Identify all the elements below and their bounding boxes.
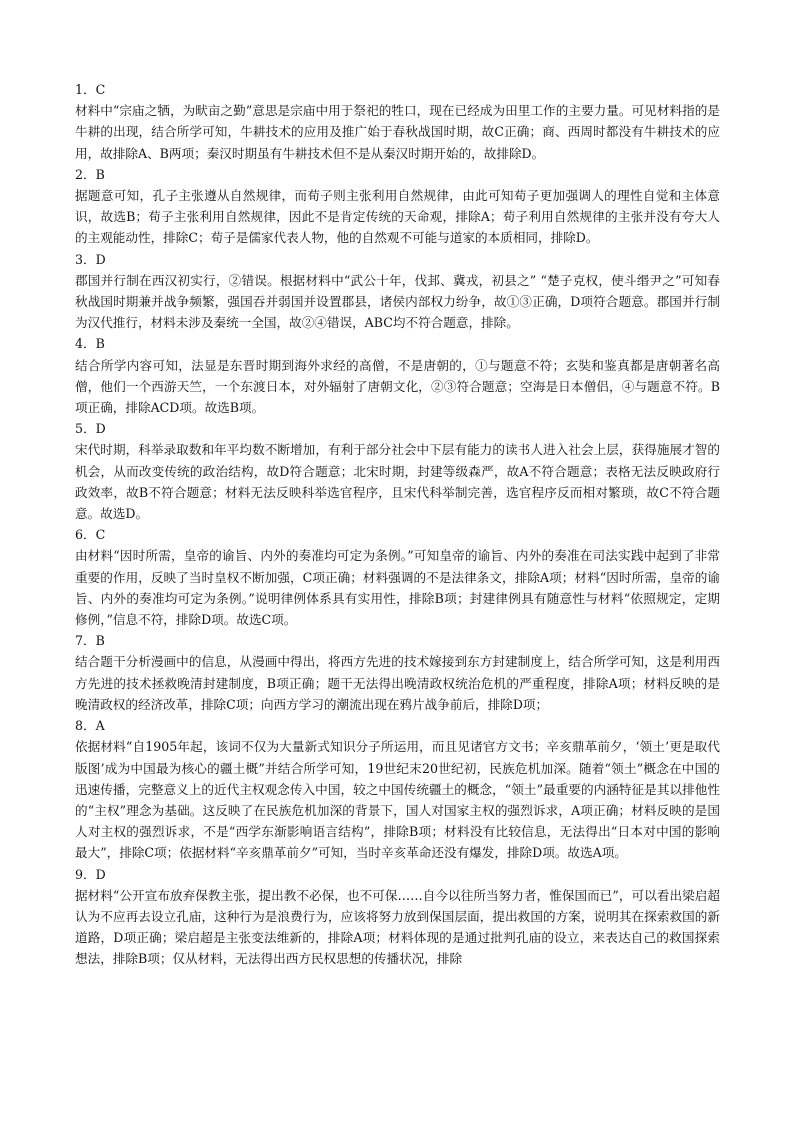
question-number: 3．D <box>75 251 106 267</box>
question-7 <box>75 630 720 715</box>
answer-explanation: 材料中“宗庙之牺，为畎亩之勤”意思是宗庙中用于祭祀的牲口，现在已经成为田里工作的主要力量。可见材料指的是牛耕的出现，结合所学可知，牛耕技术的应用及推广始于春秋战国时期，故C正确；商、西周时都没有牛耕技术的应用，故排除A、B两项；秦汉时期虽有牛耕技术但不是从秦汉时期开始的，故排除D。 <box>75 103 720 161</box>
question-8 <box>75 715 720 863</box>
answer-explanation: 据题意可知，孔子主张遵从自然规律，而荀子则主张利用自然规律，由此可知荀子更加强调人的理性自觉和主体意识，故选B；荀子主张利用自然规律，因此不是肯定传统的天命观，排除A；荀子利用自然规律的主张并没有夸大人的主观能动性，排除C；荀子是儒家代表人物，他的自然观不可能与道家的本质相同，排除D。 <box>75 188 720 246</box>
question-number: 9．D <box>75 866 106 882</box>
answer-explanation: 由材料“因时所需，皇帝的谕旨、内外的奏准均可定为条例。”可知皇帝的谕旨、内外的奏准在司法实践中起到了非常重要的作用，反映了当时皇权不断加强，C项正确；材料强调的不是法律条文，排除A项；材料“因时所需，皇帝的谕旨、内外的奏准均可定为条例。”说明律例体系具有实用性，排除B项；封建律例具有随意性与材料“依照规定，定期修例，”信息不符，排除D项。故选C项。 <box>75 548 720 628</box>
answer-explanation: 据材料“公开宣布放弃保教主张，提出教不必保，也不可保……自今以往所当努力者，惟保国而已”，可以看出梁启超认为不应再去设立孔庙，这种行为是浪费行为，应该将努力放到保国层面，提出救国的方案，说明其在探索救国的新道路，D项正确；梁启超是主张变法维新的，排除A项；材料体现的是通过批判孔庙的设立，来表达自己的救国探索想法，排除B项；仅从材料，无法得出西方民权思想的传播状况，排除 <box>75 887 720 967</box>
answer-explanation: 结合所学内容可知，法显是东晋时期到海外求经的高僧，不是唐朝的，①与题意不符；玄奘和鉴真都是唐朝著名高僧，他们一个西游天竺，一个东渡日本，对外辐射了唐朝文化，②③符合题意；空海是日本僧侣，④与题意不符。B项正确，排除ACD项。故选B项。 <box>75 357 720 416</box>
answer-explanation: 依据材料“自1905年起，该词不仅为大量新式知识分子所运用，而且见诸官方文书；辛亥鼎革前夕，‘领土’更是取代版图’成为中国最为核心的疆土概”并结合所学可知，19世纪末20世纪初，民族危机加深。随着“领土”概念在中国的迅速传播，完整意义上的近代主权观念传入中国，较之中国传统疆土的概念，“领土”最重要的内涵特征是其以排他性的“主权”理念为基础。这反映了在民族危机加深的背景下，国人对国家主权的强烈诉求，A项正确；材料反映的是国人对主权的强烈诉求，不是“西学东渐影响语言结构”，排除B项；材料没有比较信息，无法得出“日本对中国的影响最大”，排除C项；依据材料“辛亥鼎革前夕”可知，当时辛亥革命还没有爆发，排除D项。故选A项。 <box>75 739 720 861</box>
question-6 <box>75 524 720 630</box>
answer-explanation: 郡国并行制在西汉初实行，②错误。根据材料中“武公十年，伐邽、冀戎，初县之” “楚子克权，使斗缗尹之”可知春秋战国时期兼并战争频繁，强国吞并弱国并设置郡县，诸侯内部权力纷争，故①③正确，D项符合题意。郡国并行制为汉代推行，材料未涉及秦统一全国，故②④错误，ABC均不符合题意，排除。 <box>75 272 720 331</box>
answer-explanation: 结合题干分析漫画中的信息，从漫画中得出，将西方先进的技术嫁接到东方封建制度上，结合所学可知，这是利用西方先进的技术拯救晚清封建制度，B项正确；题干无法得出晚清政权统治危机的严重程度，排除A项；材料反映的是晚清政权的经济改革，排除C项；向西方学习的潮流出现在鸦片战争前后，排除D项； <box>75 654 720 712</box>
question-number: 5．D <box>75 421 106 437</box>
question-1 <box>75 79 720 164</box>
question-number: 4．B <box>75 336 105 352</box>
question-9 <box>75 864 720 970</box>
question-number: 6．C <box>75 527 106 543</box>
question-number: 8．A <box>75 718 105 734</box>
question-number: 7．B <box>75 633 105 649</box>
answer-explanation: 宋代时期，科举录取数和年平均数不断增加，有利于部分社会中下层有能力的读书人进入社会上层，获得施展才智的机会，从而改变传统的政治结构，故D符合题意；北宋时期，封建等级森严，故A不符合题意；表格无法反映政府行政效率，故B不符合题意；材料无法反映科举选官程序，且宋代科举制完善，选官程序反而相对繁琐，故C不符合题意。故选D。 <box>75 442 720 522</box>
question-number: 2．B <box>75 166 105 182</box>
question-2 <box>75 164 720 249</box>
question-number: 1．C <box>75 82 106 97</box>
question-3 <box>75 249 720 334</box>
question-4 <box>75 333 720 418</box>
question-5 <box>75 418 720 524</box>
answer-key-page <box>75 79 720 970</box>
